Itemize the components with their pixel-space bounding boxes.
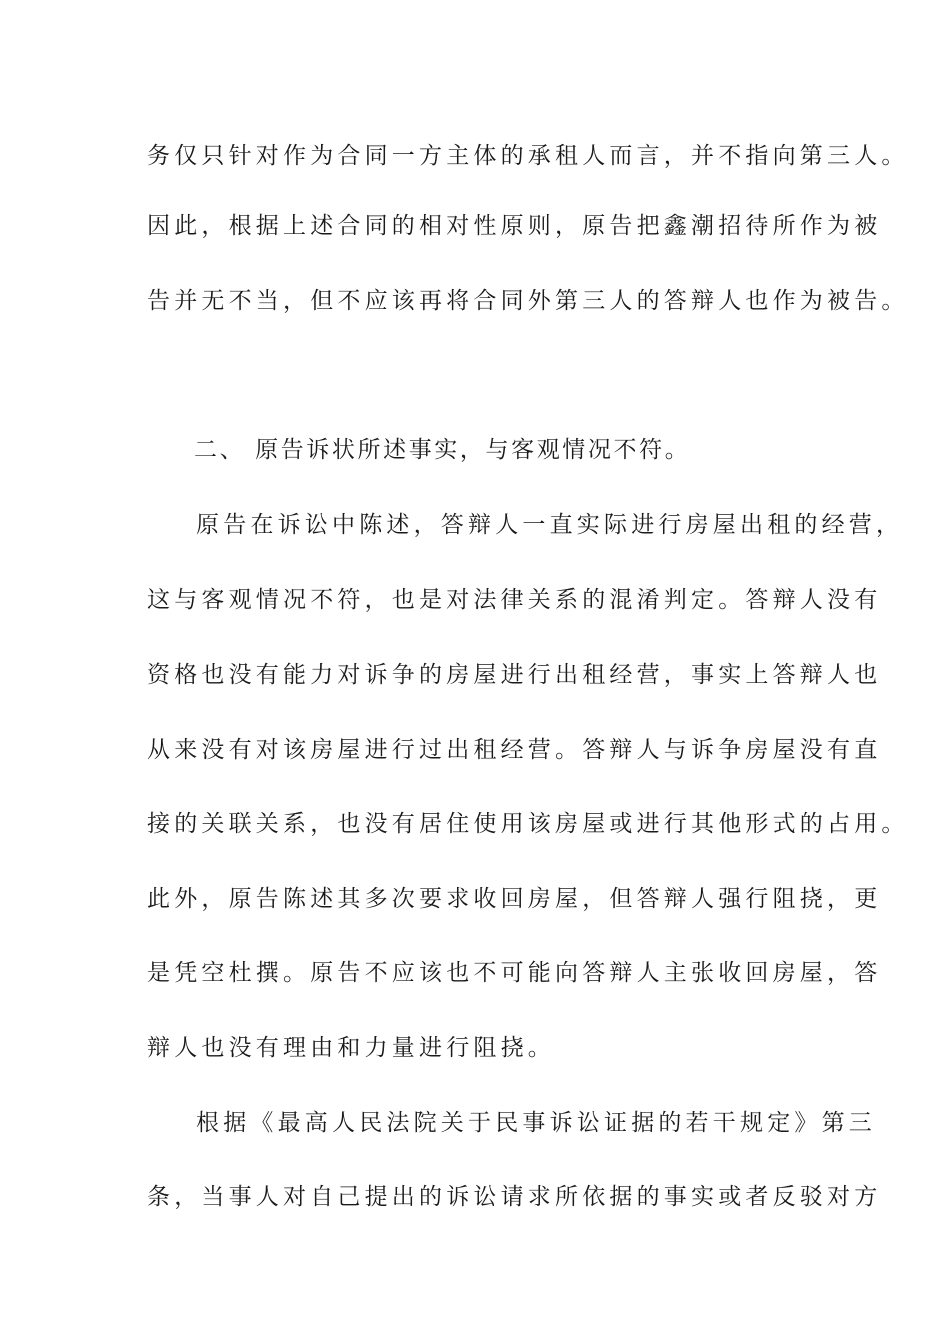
- text-line: 原告在诉讼中陈述，答辩人一直实际进行房屋出租的经营，: [196, 512, 904, 538]
- text-line: 资格也没有能力对诉争的房屋进行出租经营，事实上答辩人也: [147, 662, 882, 688]
- text-line: 此外，原告陈述其多次要求收回房屋，但答辩人强行阻挠，更: [147, 886, 882, 912]
- text-line: 从来没有对该房屋进行过出租经营。答辩人与诉争房屋没有直: [147, 737, 882, 763]
- text-line: 接的关联关系，也没有居住使用该房屋或进行其他形式的占用。: [147, 811, 909, 837]
- text-line: 根据《最高人民法院关于民事诉讼证据的若干规定》第三: [196, 1110, 876, 1136]
- text-line: 这与客观情况不符，也是对法律关系的混淆判定。答辩人没有: [147, 587, 882, 613]
- text-line: 条，当事人对自己提出的诉讼请求所依据的事实或者反驳对方: [147, 1184, 882, 1210]
- text-line: 因此，根据上述合同的相对性原则，原告把鑫潮招待所作为被: [147, 213, 882, 239]
- section-heading: 二、 原告诉状所述事实，与客观情况不符。: [194, 437, 691, 463]
- text-line: 辩人也没有理由和力量进行阻挠。: [147, 1035, 555, 1061]
- text-line: 务仅只针对作为合同一方主体的承租人而言，并不指向第三人。: [147, 143, 909, 169]
- text-line: 是凭空杜撰。原告不应该也不可能向答辩人主张收回房屋，答: [147, 960, 882, 986]
- text-line: 告并无不当，但不应该再将合同外第三人的答辩人也作为被告。: [147, 288, 909, 314]
